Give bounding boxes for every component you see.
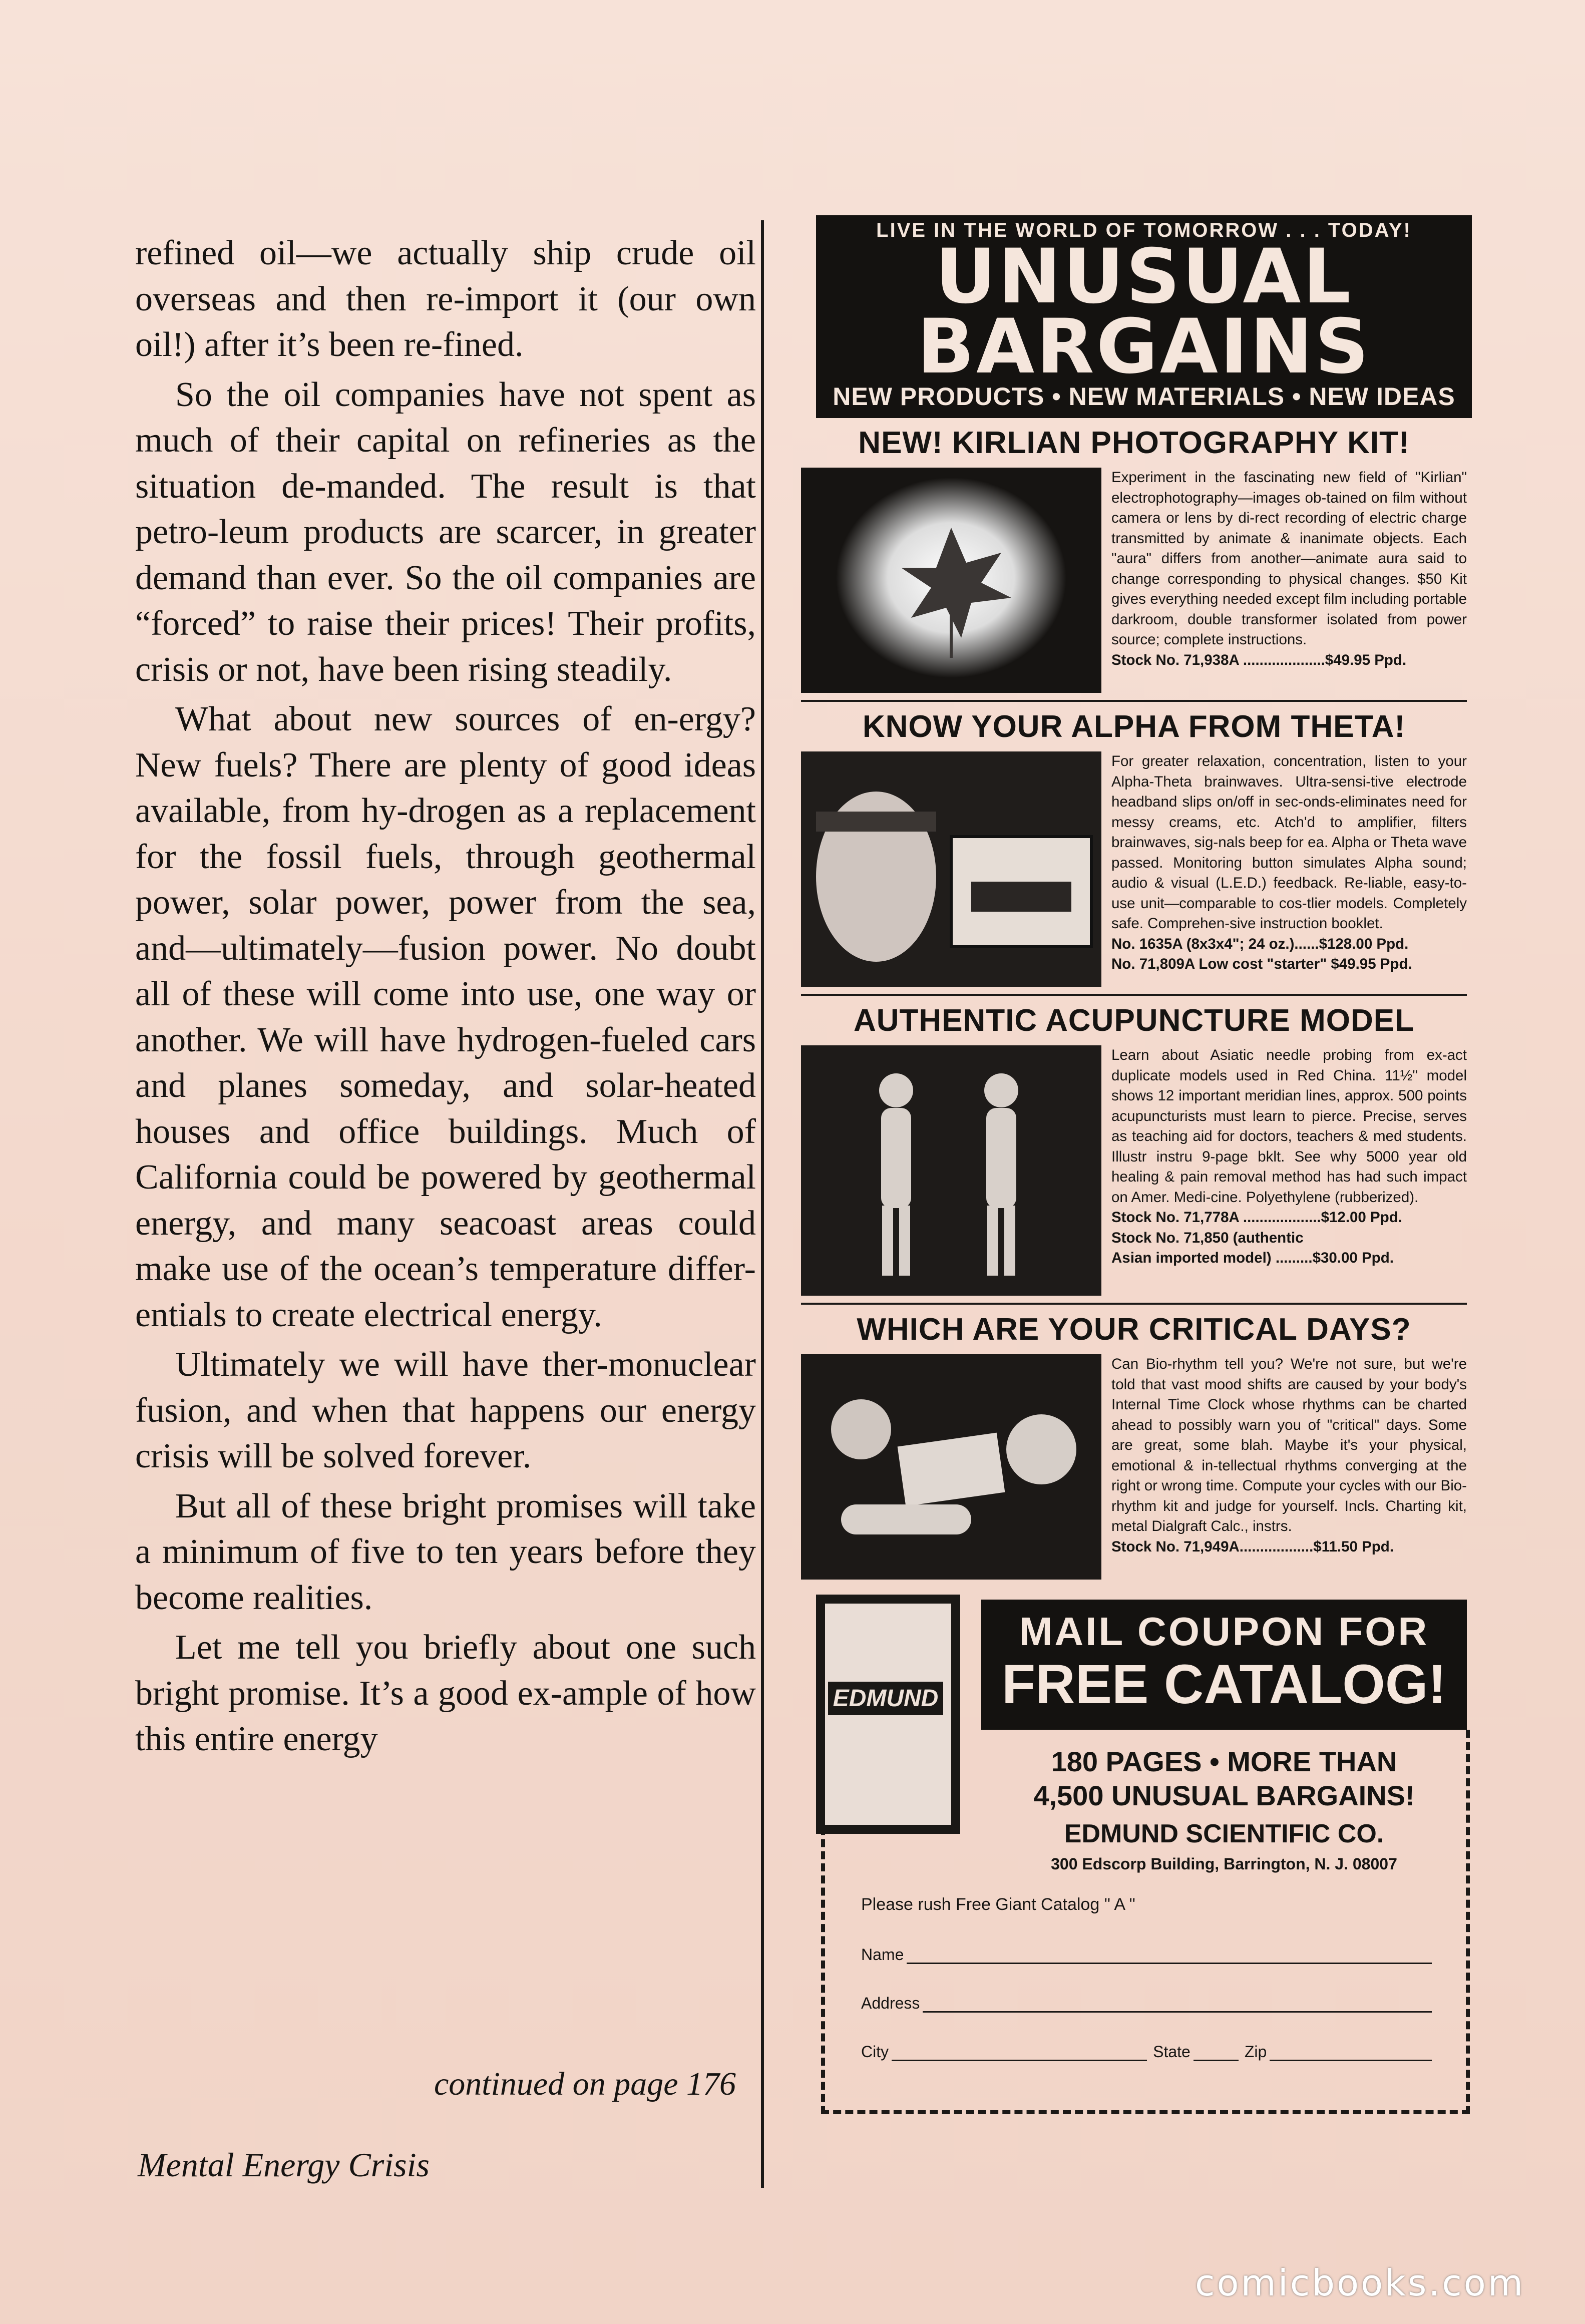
ad-body-text <box>1111 468 1467 693</box>
city-line[interactable] <box>892 2045 1147 2061</box>
ad-body-text <box>1111 1045 1467 1296</box>
city-label: City <box>861 2043 889 2061</box>
ad-stock-line: No. 71,809A Low cost "starter" $49.95 Ppd. <box>1111 956 1412 972</box>
coupon-pages-line: 180 PAGES • MORE THAN <box>1051 1746 1397 1777</box>
coupon-info <box>981 1745 1467 1873</box>
catalog-cover-image <box>816 1595 960 1834</box>
address-line[interactable] <box>923 1996 1432 2013</box>
coupon-form <box>861 1895 1432 2091</box>
mail-coupon-line: MAIL COUPON FOR <box>1019 1609 1429 1654</box>
company-address: 300 Edscorp Building, Barrington, N. J. 08007 <box>1051 1855 1397 1873</box>
ad-description: For greater relaxation, concentration, listen to your Alpha-Theta brainwaves. Ultra-sensi-tive electrode headband slips on/off in sec-onds-eliminates need for messy creams, etc. Atch'd to amplifier, filters brainwaves, sig-nals beep for ea. Alpha or Theta wave passed. Monitoring button simulates Alpha sound; audio & visual (L.E.D.) feedback. Re-liable, easy-to-use unit—comparable to cos-tlier models. Completely safe. Comprehen-sive instruction booklet. <box>1111 753 1467 932</box>
footer-title: Mental Energy Crisis <box>138 2146 430 2184</box>
ad-title: WHICH ARE YOUR CRITICAL DAYS? <box>857 1312 1411 1347</box>
catalog-coupon <box>816 1595 1467 2120</box>
ad-stock-line: Stock No. 71,850 (authentic <box>1111 1229 1304 1246</box>
ad-stock-line: No. 1635A (8x3x4"; 24 oz.)......$128.00 Ppd. <box>1111 935 1409 952</box>
city-state-zip-field[interactable] <box>861 2043 1432 2061</box>
article-paragraph: Let me tell you briefly about one such bright promise. It’s a good ex-ample of how this entire energy <box>135 1628 756 1758</box>
zip-label: Zip <box>1244 2043 1267 2061</box>
article-paragraph: But all of these bright promises will take a minimum of five to ten years before they become realities. <box>135 1486 756 1617</box>
ad-stock-line: Stock No. 71,938A ....................$49.95 Ppd. <box>1111 651 1407 668</box>
article-text <box>135 230 756 1766</box>
acupuncture-figures-photo <box>801 1045 1101 1296</box>
name-label: Name <box>861 1946 904 1964</box>
ad-acupuncture <box>801 1003 1467 1305</box>
mail-coupon-header <box>981 1600 1467 1730</box>
ad-divider <box>801 1303 1467 1305</box>
ad-title: KNOW YOUR ALPHA FROM THETA! <box>862 709 1406 744</box>
unusual-bargains-banner <box>816 215 1472 418</box>
ad-body-text <box>1111 751 1467 987</box>
state-label: State <box>1153 2043 1191 2061</box>
name-line[interactable] <box>907 1948 1432 1964</box>
article-paragraph: refined oil—we actually ship crude oil overseas and then re-import it (our own oil!) after it’s been re-fined. <box>135 234 756 364</box>
company-name: EDMUND SCIENTIFIC CO. <box>1064 1819 1384 1848</box>
banner-subline: NEW PRODUCTS • NEW MATERIALS • NEW IDEAS <box>833 382 1455 411</box>
ad-divider <box>801 994 1467 996</box>
zip-line[interactable] <box>1270 2045 1432 2061</box>
ad-title: NEW! KIRLIAN PHOTOGRAPHY KIT! <box>858 426 1410 460</box>
ad-kirlian <box>801 425 1467 702</box>
ad-stock-line: Asian imported model) .........$30.00 Ppd. <box>1111 1250 1394 1266</box>
biorhythm-kit-photo <box>801 1354 1101 1580</box>
article-paragraph: Ultimately we will have ther-monuclear fusion, and when that happens our energy crisis will be solved forever. <box>135 1345 756 1475</box>
address-label: Address <box>861 1994 920 2012</box>
ad-description: Experiment in the fascinating new field of "Kirlian" electrophotography—images ob-tained on film without camera or lens by di-rect recording of electric charge transmitted by animate & inanimate objects. Each "aura" differs from another—animate aura said to change corresponding to physical changes. $50 Kit gives everything needed except film including portable darkroom, double transformer isolated from power source; complete instructions. <box>1111 469 1467 648</box>
ad-column <box>801 215 1467 2120</box>
coupon-rush-text: Please rush Free Giant Catalog " A " <box>861 1895 1135 1914</box>
article-paragraph: What about new sources of en-ergy? New fuels? There are plenty of good ideas available, from hy-drogen as a replacement for the fossil fuels, through geothermal power, solar power, power from the sea, and—ultimately—fusion power. No doubt all of these will come into use, one way or another. We will have hydrogen-fueled cars and planes someday, and solar-heated houses and office buildings. Much of California could be powered by geothermal energy, and many seacoast areas could make use of the ocean’s temperature differ-entials to create electrical energy. <box>135 700 756 1334</box>
kirlian-leaf-photo <box>801 468 1101 693</box>
name-field[interactable] <box>861 1946 1432 1964</box>
ad-stock-line: Stock No. 71,778A ...................$12.00 Ppd. <box>1111 1209 1402 1226</box>
banner-headline: UNUSUAL BARGAINS <box>917 233 1371 391</box>
ad-title: AUTHENTIC ACUPUNCTURE MODEL <box>854 1003 1414 1038</box>
ad-description: Can Bio-rhythm tell you? We're not sure, but we're told that vast mood shifts are caused by your body's Internal Time Clock whose rhythms can be charted ahead to possibly warn you of "critical" days. Some are great, some blah. Maybe it's your physical, emotional & in-tellectual rhythms converging at the right or wrong time. Compute your cycles with our Bio-rhythm kit and judge for yourself. Incls. Charting kit, metal Dialgraft Calc., instrs. <box>1111 1356 1467 1534</box>
banner-tagline: LIVE IN THE WORLD OF TOMORROW . . . TODAY! <box>876 219 1412 241</box>
catalog-cover-label: EDMUND <box>828 1682 943 1715</box>
state-line[interactable] <box>1194 2045 1239 2061</box>
coupon-bargains-line: 4,500 UNUSUAL BARGAINS! <box>1033 1780 1415 1811</box>
ad-biorhythm <box>801 1312 1467 1580</box>
ad-stock-line: Stock No. 71,949A..................$11.50 Ppd. <box>1111 1538 1394 1555</box>
continued-note: continued on page 176 <box>434 2066 736 2102</box>
ad-body-text <box>1111 1354 1467 1580</box>
ad-divider <box>801 700 1467 702</box>
ad-description: Learn about Asiatic needle probing from ex-act duplicate models used in Red China. 11½" model shows 12 important meridian lines, approx. 500 points acupuncturists must learn to pierce. Precise, serves as teaching aid for doctors, teachers & med students. Illustr instru 9-page bklt. See why 5000 year old healing & pain removal method has had such impact on Amer. Medi-cine. Polyethylene (rubberized). <box>1111 1047 1467 1206</box>
address-field[interactable] <box>861 1994 1432 2013</box>
article-paragraph: So the oil companies have not spent as much of their capital on refineries as the situation de-manded. The result is that petro-leum products are scarcer, in greater demand than ever. So the oil companies are “forced” to raise their prices! Their profits, crisis or not, have been rising steadily. <box>135 375 756 689</box>
ad-alpha-theta <box>801 709 1467 996</box>
free-catalog-line: FREE CATALOG! <box>1001 1654 1447 1715</box>
site-watermark: comicbooks.com <box>1195 2262 1525 2304</box>
column-divider <box>761 220 764 2188</box>
headband-woman-photo <box>801 751 1101 987</box>
